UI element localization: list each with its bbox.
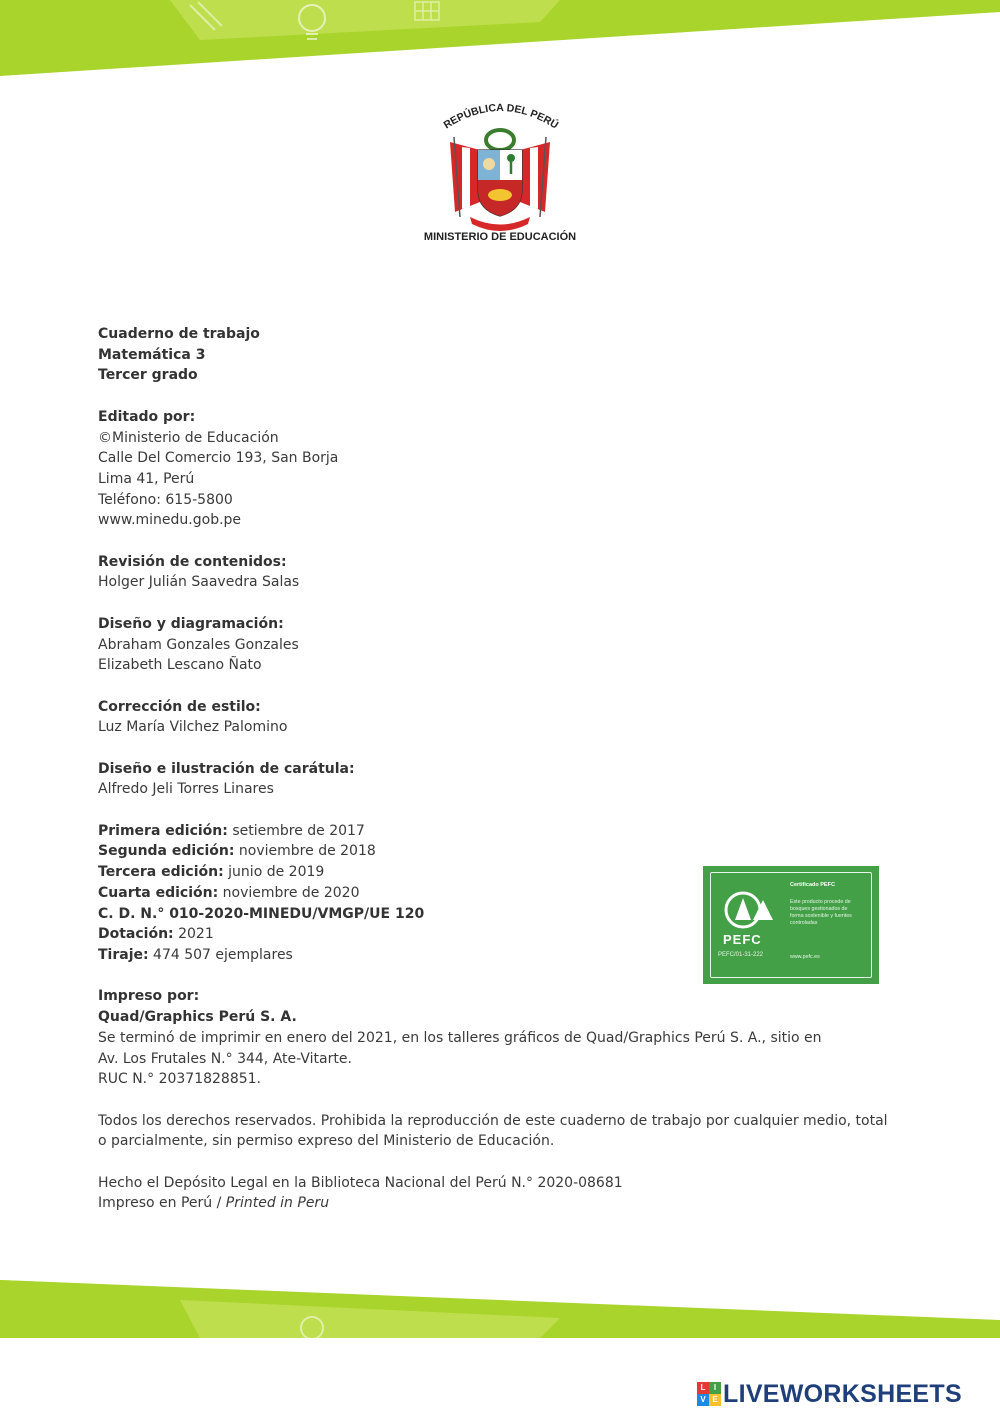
printed-line: RUC N.° 20371828851. [98,1071,262,1088]
credits-block [98,324,898,1214]
book-grade: Tercer grado [98,367,198,384]
edition-row: Segunda edición: noviembre de 2018 [98,843,376,860]
printed-label: Impreso por: [98,988,200,1005]
edited-label: Editado por: [98,408,196,425]
liveworksheets-text: LIVEWORKSHEETS [723,1379,962,1408]
top-decorative-band [0,0,1000,90]
made-in: Impreso en Perú / Printed in Peru [98,1195,330,1212]
pefc-name: PEFC [723,932,762,947]
printer-company: Quad/Graphics Perú S. A. [98,1009,297,1026]
design-name: Elizabeth Lescano Ñato [98,657,262,674]
edited-line: ©Ministerio de Educación [98,429,279,446]
book-subject: Matemática 3 [98,346,206,363]
style-name: Luz María Vilchez Palomino [98,719,288,736]
edition-row: Tercera edición: junio de 2019 [98,864,325,881]
legal-deposit: Hecho el Depósito Legal en la Biblioteca Nacional del Perú N.° 2020-08681 [98,1174,623,1191]
edition-row: Cuarta edición: noviembre de 2020 [98,884,360,901]
style-label: Corrección de estilo: [98,698,261,715]
flags-right [520,137,550,217]
emblem-caption: MINISTERIO DE EDUCACIÓN [423,231,577,243]
pefc-tree-logo-icon [723,890,775,930]
edited-website: www.minedu.gob.pe [98,512,242,529]
design-label: Diseño y diagramación: [98,615,284,632]
printed-line: Av. Los Frutales N.° 344, Ate-Vitarte. [98,1050,352,1067]
rights-line: o parcialmente, sin permiso expreso del Ministerio de Educación. [98,1133,555,1150]
liveworksheets-logo [697,1379,962,1409]
edited-line: Calle Del Comercio 193, San Borja [98,450,339,467]
peru-coat-of-arms [410,92,590,252]
emblem-arc-text: REPÚBLICA DEL PERÚ [441,101,561,132]
edited-line: Lima 41, Perú [98,470,195,487]
tiraje-row: Tiraje: 474 507 ejemplares [98,947,293,963]
review-label: Revisión de contenidos: [98,553,287,570]
review-name: Holger Julián Saavedra Salas [98,574,300,591]
pefc-title: Certificado PEFC [790,882,835,888]
flags-left [450,137,480,217]
svg-text:REPÚBLICA DEL PERÚ [442,102,561,132]
pefc-url: www.pefc.es [790,954,820,960]
cover-label: Diseño e ilustración de carátula: [98,760,355,777]
pefc-certification-badge [703,866,879,984]
pefc-code: PEFC/01-31-222 [718,952,764,958]
book-title: Cuaderno de trabajo [98,326,260,342]
dotacion-row: Dotación: 2021 [98,926,214,943]
design-name: Abraham Gonzales Gonzales [98,636,299,653]
edited-line: Teléfono: 615-5800 [98,491,233,508]
rights-line: Todos los derechos reservados. Prohibida la reproducción de este cuaderno de trabajo por cualquier medio, total [98,1112,888,1129]
edition-row: Primera edición: setiembre de 2017 [98,822,365,839]
pefc-text: Este producto procede de bosques gestionados de forma sostenible y fuentes controladas [790,899,852,926]
liveworksheets-badge-icon: L I V E [697,1382,721,1406]
bottom-decorative-band [0,1270,1000,1350]
printed-line: Se terminó de imprimir en enero del 2021, en los talleres gráficos de Quad/Graphics Perú S. A., sitio en [98,1029,822,1046]
cover-name: Alfredo Jeli Torres Linares [98,781,274,798]
shield [478,150,522,216]
cd-number: C. D. N.° 010-2020-MINEDU/VMGP/UE 120 [98,905,425,922]
